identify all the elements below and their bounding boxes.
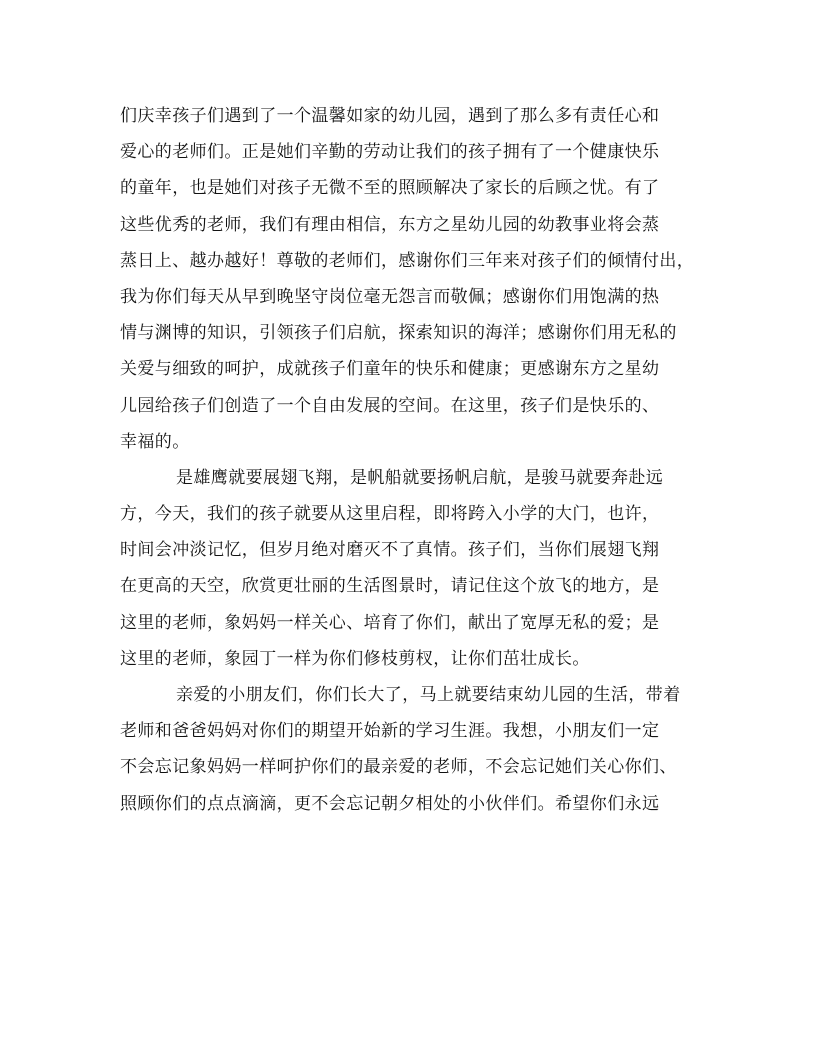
text-line: 不会忘记象妈妈一样呵护你们的最亲爱的老师，不会忘记她们关心你们、: [120, 757, 677, 778]
text-line: 蒸日上、越办越好！尊敬的老师们，感谢你们三年来对孩子们的倾情付出，: [120, 250, 695, 271]
text-line: 这里的老师，象园丁一样为你们修枝剪杈，让你们茁壮成长。: [120, 648, 590, 669]
text-line: 的童年，也是她们对孩子无微不至的照顾解决了家长的后顾之忧。有了: [120, 178, 660, 199]
text-line: 爱心的老师们。正是她们辛勤的劳动让我们的孩子拥有了一个健康快乐: [120, 142, 660, 163]
text-line: 亲爱的小朋友们，你们长大了，马上就要结束幼儿园的生活，带着: [176, 685, 681, 705]
text-line: 老师和爸爸妈妈对你们的期望开始新的学习生涯。我想，小朋友们一定: [120, 721, 660, 742]
text-line: 是雄鹰就要展翅飞翔，是帆船就要扬帆启航，是骏马就要奔赴远: [176, 467, 664, 488]
document-body: [120, 98, 700, 822]
text-line: 这里的老师，象妈妈一样关心、培育了你们，献出了宽厚无私的爱；是: [120, 612, 660, 633]
text-line: 照顾你们的点点滴滴，更不会忘记朝夕相处的小伙伴们。希望你们永远: [120, 793, 660, 814]
paragraph-1: [120, 98, 700, 460]
text-line: 关爱与细致的呵护，成就孩子们童年的快乐和健康；更感谢东方之星幼: [120, 359, 660, 380]
text-line: 在更高的天空，欣赏更壮丽的生活图景时，请记住这个放飞的地方，是: [120, 576, 660, 597]
text-line: 时间会冲淡记忆，但岁月绝对磨灭不了真情。孩子们，当你们展翅飞翔: [120, 540, 660, 561]
text-line: 我为你们每天从早到晚坚守岗位毫无怨言而敬佩；感谢你们用饱满的热: [120, 286, 660, 307]
text-line: 这些优秀的老师，我们有理由相信，东方之星幼儿园的幼教事业将会蒸: [120, 214, 660, 235]
text-line: 幸福的。: [120, 431, 190, 452]
text-line: 儿园给孩子们创造了一个自由发展的空间。在这里，孩子们是快乐的、: [120, 395, 660, 416]
paragraph-2: [120, 460, 700, 677]
text-line: 情与渊博的知识，引领孩子们启航，探索知识的海洋；感谢你们用无私的: [120, 323, 677, 344]
paragraph-3: [120, 677, 700, 822]
text-line: 方，今天，我们的孩子就要从这里启程，即将跨入小学的大门，也许，: [120, 504, 660, 525]
text-line: 们庆幸孩子们遇到了一个温馨如家的幼儿园，遇到了那么多有责任心和: [120, 106, 660, 126]
